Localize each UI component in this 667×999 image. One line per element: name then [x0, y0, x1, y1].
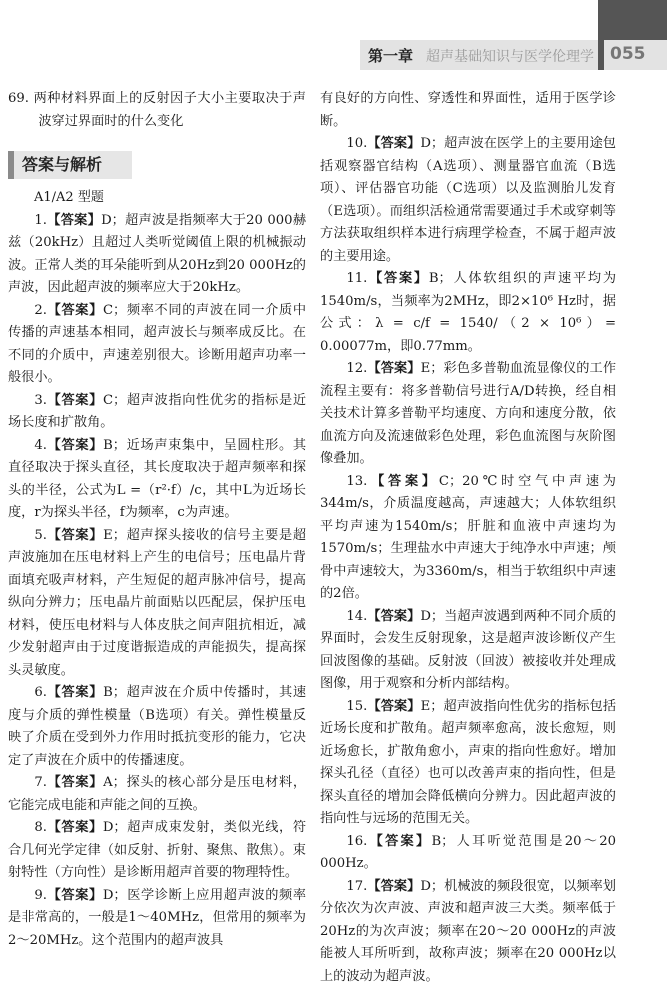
answer-item [8, 772, 306, 817]
answer-item [320, 268, 616, 358]
question-69: 69. 两种材料界面上的反射因子大小主要取决于声波穿过界面时的什么变化 [8, 91, 306, 129]
answer-explanation: 人体软组织的声速平均为1540m/s，当频率为2MHz，即2×10⁶ Hz时，据公式：λ = c/f = 1540/（2 × 10⁶）= 0.00077m，即0.77mm。 [320, 271, 617, 354]
answer-item [320, 133, 616, 268]
answer-tag: 【答案】 [367, 271, 429, 286]
answer-letter: C； [102, 392, 127, 408]
answer-item [8, 300, 306, 390]
chapter-title: 超声基础知识与医学伦理学 [426, 49, 594, 65]
answer-explanation: 近场声束集中，呈圆柱形。其直径取决于探头直径，其长度取决于超声频率和探头的半径，公式为L =（r²·f）/c，其中L为近场长度，r为探头半径，f为频率，c为声速。 [8, 437, 307, 520]
right-column [320, 88, 616, 988]
answer-tag: 【答案】 [46, 685, 104, 700]
answer-item [320, 471, 616, 606]
answer-number: 17. [346, 878, 368, 894]
answer-number: 3. [34, 392, 47, 408]
answer-letter: B； [428, 271, 452, 286]
answer-item [8, 525, 306, 683]
left-column [8, 88, 306, 952]
answer-tag: 【答案】 [46, 392, 103, 408]
answer-number: 12. [346, 361, 368, 376]
answer-letter: B； [431, 833, 455, 849]
answer-explanation: 医学诊断上应用超声波的频率是非常高的，一般是1～40MHz，但常用的频率为2～20MHz。这个范围内的超声波具 [8, 887, 307, 948]
answer-item [8, 817, 306, 885]
right-answer-list [320, 133, 616, 988]
answer-number: 8. [34, 820, 47, 835]
answer-letter: D； [102, 820, 127, 835]
answer-letter: E； [103, 527, 126, 543]
answer-number: 10. [346, 136, 368, 151]
answer-tag: 【答案】 [367, 833, 432, 849]
answer-letter: C； [102, 302, 127, 318]
answer-explanation: 频率不同的声波在同一介质中传播的声速基本相同，超声波长与频率成反比。在不同的介质中，声速差别很大。诊断用超声功率一般很小。 [8, 302, 307, 385]
page-number: 055 [610, 44, 646, 64]
answer-letter: D； [101, 212, 125, 228]
answer-number: 16. [346, 833, 368, 849]
answer-item [320, 696, 616, 831]
answer-number: 4. [34, 437, 47, 453]
answer-item [8, 390, 306, 435]
answer-explanation: 超声波是指频率大于20 000赫兹（20kHz）且超过人类听觉阈值上限的机械振动波。正常人类的耳朵能听到从20Hz到20 000Hz的声波，因此超声波的频率应大于20kHz。 [8, 212, 307, 295]
answer-number: 15. [346, 698, 368, 714]
answer-explanation: 探头的核心部分是压电材料，它能完成电能和声能之间的互换。 [8, 775, 307, 813]
answer-letter: D； [420, 136, 445, 151]
answer-item [8, 885, 306, 953]
answer-9-continuation: 有良好的方向性、穿透性和界面性，适用于医学诊断。 [320, 91, 616, 129]
answer-letter: D； [102, 887, 127, 903]
answer-number: 1. [34, 212, 47, 228]
answer-tag: 【答案】 [46, 820, 103, 835]
answer-explanation: 彩色多普勒血流显像仪的工作流程主要有：将多普勒信号进行A/D转换，经自相关技术计算多普勒平均速度、方向和速度分散，依血流方向及流速做彩色处理，彩色血流图与灰阶图像叠加。 [320, 361, 617, 466]
answer-tag: 【答案】 [46, 527, 104, 543]
answer-tag: 【答案】 [46, 887, 103, 903]
answer-tag: 【答案】 [367, 698, 421, 714]
answer-tag: 【答案】 [46, 302, 103, 318]
answer-tag: 【答案】 [367, 608, 421, 624]
answer-letter: B； [103, 685, 126, 700]
answer-item [8, 210, 306, 300]
answer-number: 5. [34, 527, 47, 543]
answer-number: 6. [34, 685, 47, 700]
answer-letter: B； [103, 437, 126, 453]
answer-number: 7. [34, 775, 47, 790]
answer-letter: E； [420, 698, 444, 714]
answer-explanation: 超声探头接收的信号主要是超声波施加在压电材料上产生的电信号；压电晶片背面填充吸声材料，产生短促的超声脉冲信号，提高纵向分辨力；压电晶片前面贴以匹配层，保护压电材料，使压电材料与人体皮肤之间声阻抗相近，减少发射超声由于过度谐振造成的声能损失，提高探头灵敏度。 [8, 527, 307, 678]
answer-explanation: 超声波指向性优劣的指标包括近场长度和扩散角。超声频率愈高，波长愈短，则近场愈长，扩散角愈小，声束的指向性愈好。增加探头孔径（直径）也可以改善声束的指向性，但是探头直径的增加会降低横向分辨力。因此超声波的指向性与远场的范围无关。 [320, 698, 617, 826]
answer-letter: D； [420, 878, 445, 894]
subsection-title: A1/A2 型题 [34, 190, 104, 205]
section-title: 答案与解析 [8, 151, 132, 179]
answer-explanation: 20℃时空气中声速为344m/s，介质温度越高，声速越大；人体软组织平均声速为1540m/s；肝脏和血液中声速均为1570m/s；生理盐水中声速大于纯净水中声速；颅骨中声速较大，为3360m/s，相当于软组织中声速的2倍。 [320, 473, 616, 601]
answer-tag: 【答案】 [46, 775, 104, 790]
answer-number: 11. [346, 271, 368, 286]
answer-explanation: 超声波指向性优劣的指标是近场长度和扩散角。 [8, 392, 307, 430]
answer-number: 13. [346, 473, 368, 489]
answer-explanation: 人耳听觉范围是20～20 000Hz。 [320, 833, 617, 871]
answer-number: 2. [34, 302, 47, 318]
answer-tag: 【答案】 [46, 437, 104, 453]
answer-letter: E； [420, 361, 444, 376]
answer-number: 14. [346, 608, 368, 624]
answer-item [320, 876, 616, 989]
answer-item [320, 606, 616, 696]
answer-tag: 【答案】 [46, 212, 102, 228]
answer-tag: 【答案】 [367, 878, 421, 894]
answer-explanation: 机械波的频段很宽，以频率划分依次为次声波、声波和超声波三大类。频率低于20Hz的为次声波；频率在20～20 000Hz的声波能被人耳所听到，故称声波；频率在20 000Hz以上的波动为超声波。 [320, 878, 616, 984]
answer-letter: A； [103, 775, 126, 790]
answer-explanation: 超声波在介质中传播时，其速度与介质的弹性模量（B选项）有关。弹性模量反映了介质在受到外力作用时抵抗变形的能力，它决定了声波在介质中的传播速度。 [8, 685, 307, 768]
chapter-label: 第一章 [368, 47, 414, 65]
answer-explanation: 超声成束发射，类似光线，符合几何光学定律（如反射、折射、聚焦、散焦）。束射特性（方向性）是诊断用超声首要的物理特性。 [8, 820, 307, 880]
answer-number: 9. [34, 887, 47, 903]
answer-letter: C； [438, 473, 463, 489]
answer-tag: 【答案】 [367, 136, 421, 151]
answer-letter: D； [420, 608, 445, 624]
answer-item [320, 358, 616, 471]
answer-tag: 【答案】 [367, 473, 439, 489]
answer-item [320, 831, 616, 876]
answer-tag: 【答案】 [367, 361, 421, 376]
answer-explanation: 超声波在医学上的主要用途包括观察器官结构（A选项）、测量器官血流（B选项）、评估器官功能（C选项）以及监测胎儿发育（E选项）。而组织活检通常需要通过手术或穿刺等方法获取组织样本进行病理学检查，不属于超声波的主要用途。 [320, 136, 616, 264]
answer-item [8, 435, 306, 525]
answer-explanation: 当超声波遇到两种不同介质的界面时，会发生反射现象，这是超声波诊断仪产生回波图像的基础。反射波（回波）被接收并处理成图像，用于观察和分析内部结构。 [320, 608, 616, 691]
left-answer-list [8, 210, 306, 953]
answer-item [8, 682, 306, 772]
